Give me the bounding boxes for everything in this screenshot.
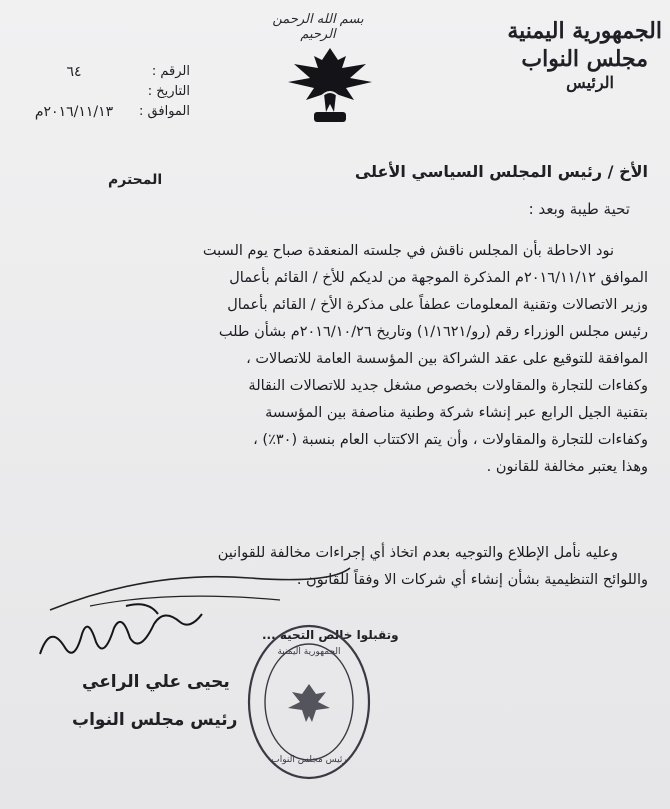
greeting: تحية طيبة وبعد :: [528, 200, 630, 218]
handwritten-signature-icon: [30, 594, 210, 674]
body-line: وكفاءات للتجارة والمقاولات ، وأن يتم الاكتتاب العام بنسبة (٣٠٪) ،: [253, 432, 648, 448]
yemen-eagle-emblem-icon: [284, 42, 376, 130]
date-label: التاريخ :: [147, 84, 190, 99]
stamp-bottom-text: رئيس مجلس النواب: [271, 755, 347, 765]
body-line: رئيس مجلس الوزراء رقم (رو/١/١٦٢١) وتاريخ ٢٠١٦/١٠/٢٦م بشأن طلب: [218, 324, 648, 340]
signer-name: يحيى علي الراعي: [82, 672, 230, 692]
number-value: ٦٤: [66, 64, 82, 80]
addressee: الأخ / رئيس المجلس السياسي الأعلى: [354, 162, 648, 181]
body-line: وزير الاتصالات وتقنية المعلومات عطفاً على مذكرة الأخ / القائم بأعمال: [227, 297, 648, 313]
honorific: المحترم: [108, 172, 163, 188]
closing-salutation: وتقبلوا خالص التحية ...: [262, 628, 399, 642]
meta-date-row: [20, 82, 190, 102]
body-line: نود الاحاطة بأن المجلس ناقش في جلسته المنعقدة صباح يوم السبت: [202, 243, 614, 259]
org-header: [492, 18, 662, 93]
org-name: مجلس النواب: [521, 45, 648, 72]
org-country: الجمهورية اليمنية: [507, 18, 662, 44]
body-line: واللوائح التنظيمية بشأن إنشاء أي شركات الا وفقاً للقانون .: [296, 572, 648, 588]
body-line: الموافق ٢٠١٦/١١/١٢م المذكرة الموجهة من لديكم للأخ / القائم بأعمال: [229, 270, 648, 286]
corresponding-value: ٢٠١٦/١١/١٣م: [34, 104, 114, 120]
letter-meta: [20, 62, 190, 122]
corresponding-label: الموافق :: [139, 104, 190, 119]
meta-number-row: [20, 62, 190, 82]
body-paragraph-1: [26, 238, 648, 481]
basmala: بسم الله الرحمن الرحيم: [272, 12, 364, 42]
body-line: وهذا يعتبر مخالفة للقانون .: [486, 459, 648, 475]
signer-title: رئيس مجلس النواب: [72, 710, 238, 730]
date-value: [20, 82, 128, 102]
body-line: وكفاءات للتجارة والمقاولات بخصوص مشغل جديد للاتصالات النقالة: [248, 378, 648, 394]
meta-corresponding-row: [20, 102, 190, 122]
official-seal-stamp-icon: [244, 622, 374, 782]
body-line: وعليه نأمل الإطلاع والتوجيه بعدم اتخاذ أي إجراءات مخالفة للقوانين: [217, 545, 618, 561]
body-line: الموافقة للتوقيع على عقد الشراكة بين المؤسسة العامة للاتصالات ،: [246, 351, 648, 367]
stamp-top-text: الجمهورية اليمنية: [277, 647, 341, 657]
org-office: الرئيس: [566, 73, 614, 92]
body-line: بتقنية الجيل الرابع عبر إنشاء شركة وطنية مناصفة بين المؤسسة: [265, 405, 648, 421]
number-label: الرقم :: [151, 64, 190, 79]
